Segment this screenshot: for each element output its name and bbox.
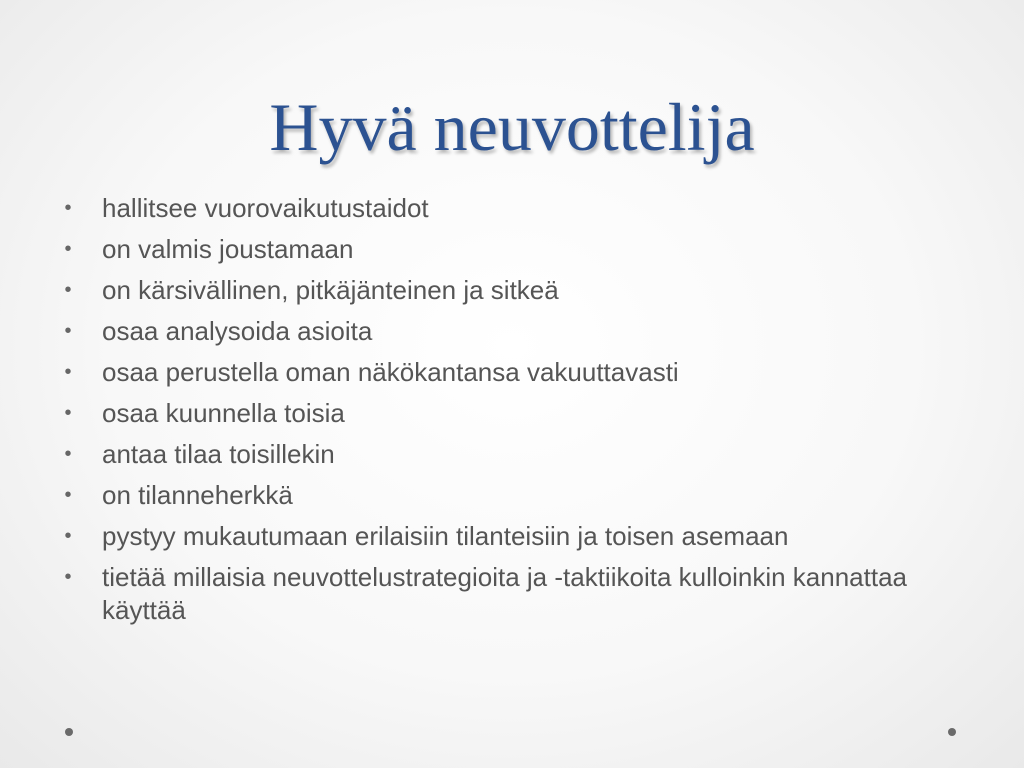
- bullet-list: [60, 192, 920, 635]
- bullet-icon: •: [64, 361, 72, 383]
- bullet-icon: •: [64, 320, 72, 342]
- bullet-item: [60, 315, 920, 348]
- bullet-icon: •: [64, 443, 72, 465]
- bullet-icon: •: [64, 197, 72, 219]
- bullet-text: antaa tilaa toisillekin: [102, 439, 335, 469]
- bullet-text: osaa perustella oman näkökantansa vakuuttavasti: [102, 357, 679, 387]
- slide-title: Hyvä neuvottelija: [269, 89, 755, 165]
- bullet-item: [60, 192, 920, 225]
- bullet-text: hallitsee vuorovaikutustaidot: [102, 193, 429, 223]
- bullet-icon: •: [64, 525, 72, 547]
- bullet-text: pystyy mukautumaan erilaisiin tilanteisiin ja toisen asemaan: [102, 521, 789, 551]
- bullet-text: osaa kuunnella toisia: [102, 398, 345, 428]
- bullet-icon: •: [64, 402, 72, 424]
- bullet-text: on valmis joustamaan: [102, 234, 354, 264]
- bullet-item: [60, 233, 920, 266]
- bullet-text: osaa analysoida asioita: [102, 316, 373, 346]
- bullet-item: [60, 356, 920, 389]
- bullet-icon: •: [64, 566, 72, 588]
- bullet-icon: •: [64, 484, 72, 506]
- bullet-text: on kärsivällinen, pitkäjänteinen ja sitkeä: [102, 275, 559, 305]
- bullet-icon: •: [64, 238, 72, 260]
- bullet-item: [60, 561, 920, 627]
- bullet-text: tietää millaisia neuvottelustrategioita ja -taktiikoita kulloinkin kannattaa käyttää: [102, 562, 907, 625]
- corner-dot-icon: [948, 728, 956, 736]
- corner-dot-icon: [65, 728, 73, 736]
- bullet-item: [60, 479, 920, 512]
- bullet-item: [60, 520, 920, 553]
- bullet-text: on tilanneherkkä: [102, 480, 293, 510]
- bullet-item: [60, 274, 920, 307]
- bullet-item: [60, 397, 920, 430]
- bullet-item: [60, 438, 920, 471]
- bullet-icon: •: [64, 279, 72, 301]
